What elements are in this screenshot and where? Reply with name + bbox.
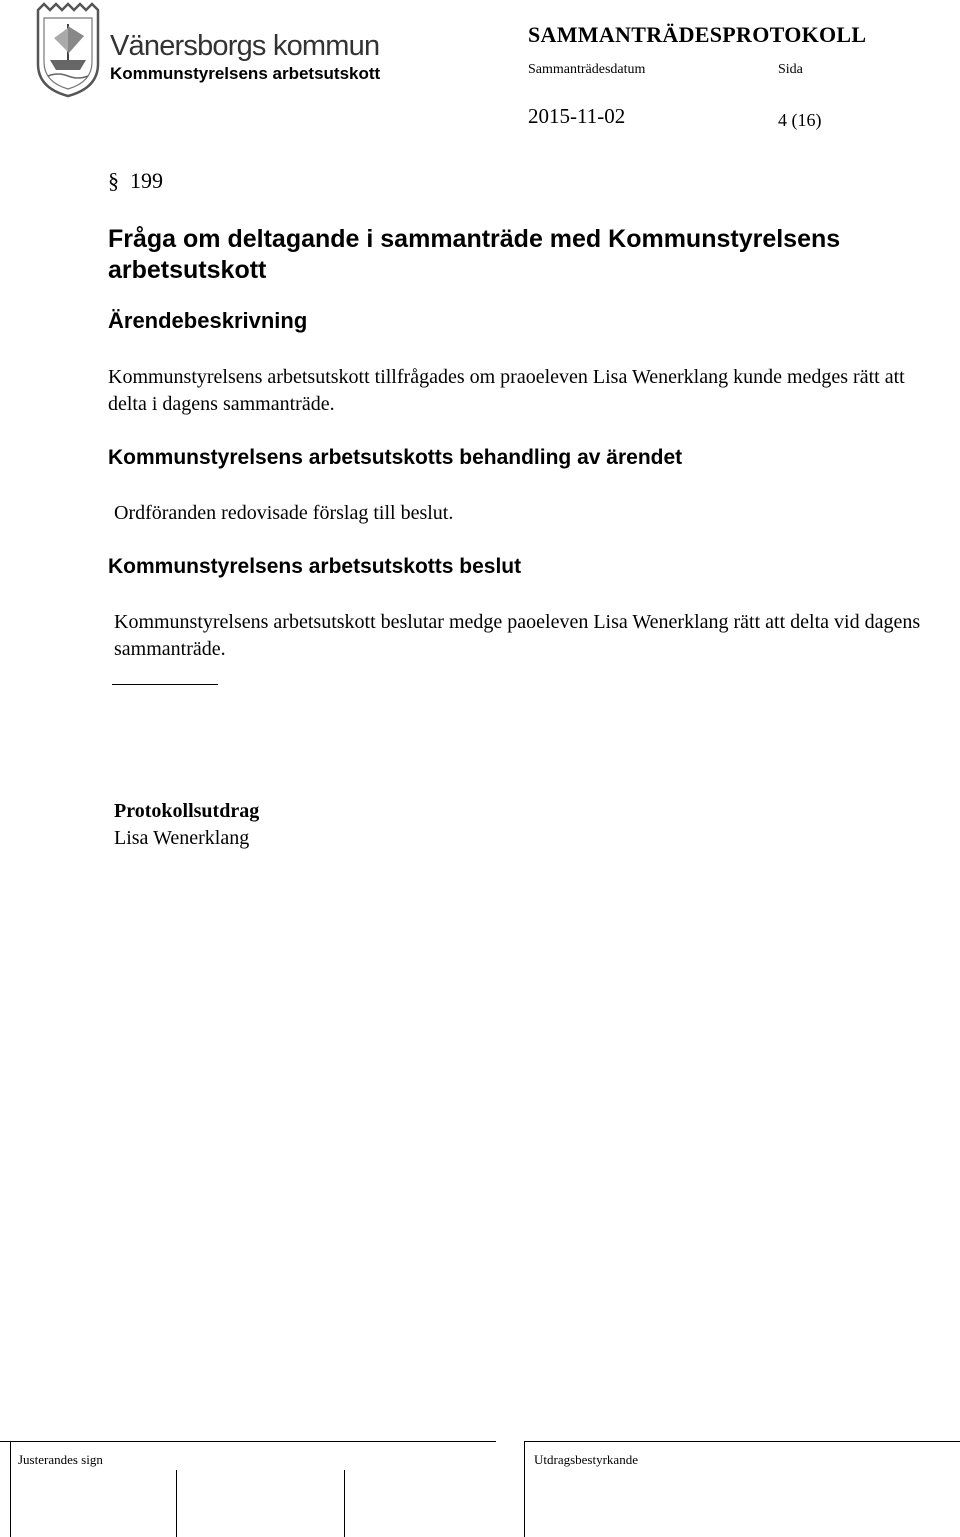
description-text: Kommunstyrelsens arbetsutskott tillfrågades om praoeleven Lisa Wenerklang kunde medges rätt att delta i dagens sammanträde. xyxy=(108,366,905,415)
decision-heading: Kommunstyrelsens arbetsutskotts beslut xyxy=(108,555,522,578)
signature-label: Justerandes sign xyxy=(18,1452,103,1467)
separator-line xyxy=(112,684,218,685)
meeting-date: 2015-11-02 xyxy=(528,104,626,128)
page-label: Sida xyxy=(778,62,803,77)
document-type-title: SAMMANTRÄDESPROTOKOLL xyxy=(528,22,867,47)
municipality-name: Vänersborgs kommun xyxy=(110,30,380,62)
paragraph-number xyxy=(108,168,163,194)
extract-recipient: Lisa Wenerklang xyxy=(114,827,250,849)
description-heading: Ärendebeskrivning xyxy=(108,308,308,333)
footer-divider-4 xyxy=(524,1441,525,1537)
handling-heading: Kommunstyrelsens arbetsutskotts behandling av ärendet xyxy=(108,446,683,469)
footer-divider-1 xyxy=(10,1441,11,1537)
paragraph-symbol: § xyxy=(108,168,119,193)
paragraph-number-value: 199 xyxy=(130,168,163,193)
page-number: 4 (16) xyxy=(778,110,822,130)
footer-top-line-right xyxy=(524,1441,960,1442)
board-name: Kommunstyrelsens arbetsutskott xyxy=(110,64,381,83)
footer-divider-2 xyxy=(176,1470,177,1537)
extract-heading: Protokollsutdrag xyxy=(114,800,260,822)
footer-divider-3 xyxy=(344,1470,345,1537)
certification-label: Utdragsbestyrkande xyxy=(534,1452,638,1467)
handling-text: Ordföranden redovisade förslag till beslut. xyxy=(114,502,454,524)
municipality-coat-of-arms-logo xyxy=(30,2,106,98)
meeting-date-label: Sammanträdesdatum xyxy=(528,62,646,77)
section-title: Fråga om deltagande i sammanträde med Kommunstyrelsens arbetsutskott xyxy=(108,225,841,284)
footer-top-line-left xyxy=(0,1441,496,1442)
decision-text: Kommunstyrelsens arbetsutskott beslutar medge paoeleven Lisa Wenerklang rätt att delta vid dagens sammanträde. xyxy=(114,611,921,660)
